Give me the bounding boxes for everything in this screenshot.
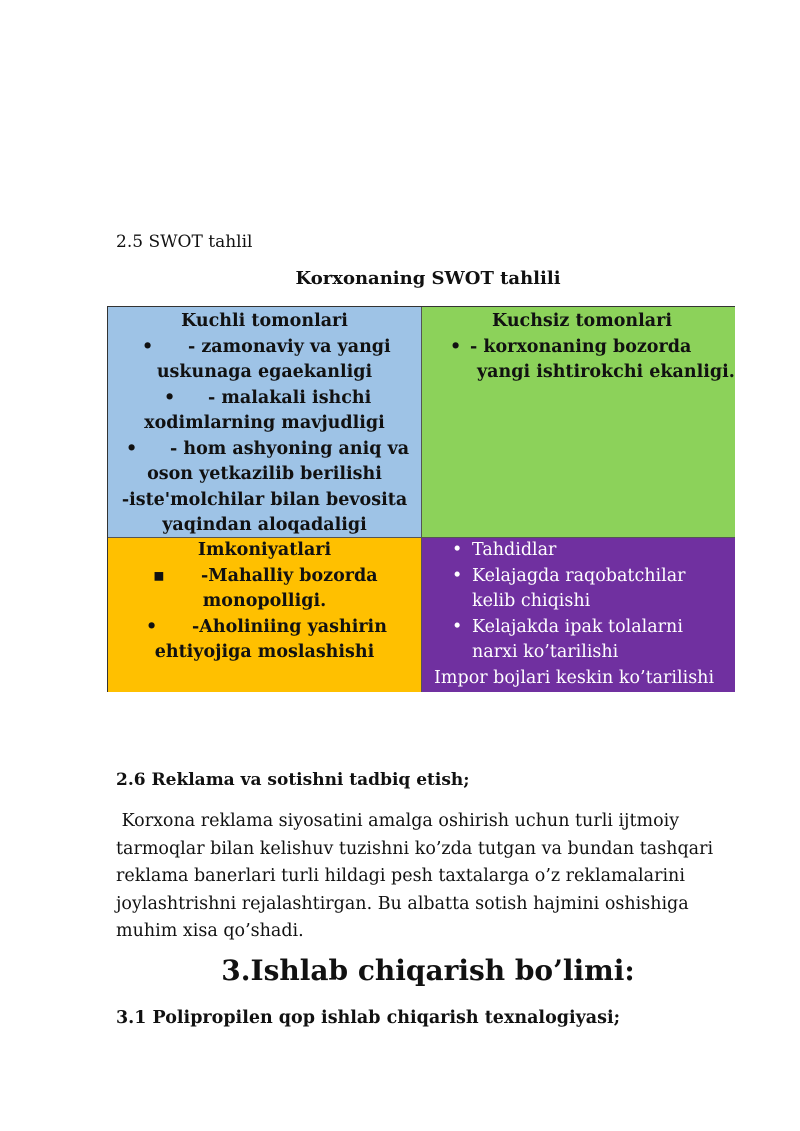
bullet-icon: • xyxy=(126,438,138,459)
section-heading-3-1: 3.1 Polipropilen qop ishlab chiqarish texnalogiyasi; xyxy=(116,1008,621,1028)
strength-line: - hom ashyoning aniq va xyxy=(170,438,410,459)
opportunity-line: -Mahalliy bozorda xyxy=(201,565,378,586)
swot-table-title: Korxonaning SWOT tahlili xyxy=(295,268,561,289)
weakness-line: - korxonaning bozorda xyxy=(470,336,692,357)
strength-line: oson yetkazilib berilishi xyxy=(147,464,382,484)
strength-line: - zamonaviy va yangi xyxy=(188,336,391,357)
opportunities-title: Imkoniyatlari xyxy=(197,540,332,560)
opportunity-line: -Aholiniing yashirin xyxy=(192,616,387,637)
bullet-icon: • xyxy=(450,336,462,357)
bullet-icon: • xyxy=(452,565,463,586)
opportunity-line: ehtiyojiga moslashishi xyxy=(154,642,375,662)
bullet-icon: • xyxy=(142,336,154,357)
threat-item: narxi ko’tarilishi xyxy=(472,642,619,662)
strength-line: xodimlarning mavjudligi xyxy=(144,413,385,433)
threat-item: Kelajagda raqobatchilar xyxy=(472,565,686,586)
swot-table xyxy=(107,306,735,692)
swot-weaknesses-cell xyxy=(422,307,735,538)
bullet-icon: • xyxy=(452,540,463,560)
weaknesses-title: Kuchsiz tomonlari xyxy=(492,311,672,331)
section-heading-2-5: 2.5 SWOT tahlil xyxy=(116,232,253,252)
paragraph-line: tarmoqlar bilan kelishuv tuzishni ko’zda tutgan va bundan tashqari xyxy=(116,838,714,859)
paragraph-line: Korxona reklama siyosatini amalga oshirish uchun turli ijtmoiy xyxy=(116,811,680,831)
body-paragraph xyxy=(116,808,756,946)
swot-threats-cell xyxy=(422,538,735,692)
opportunity-line: monopolligi. xyxy=(202,591,327,611)
threat-footer: Impor bojlari keskin ko’tarilishi xyxy=(434,667,715,688)
strength-line: yaqindan aloqadaligi xyxy=(162,515,367,535)
bullet-icon: • xyxy=(452,616,463,637)
bullet-icon: • xyxy=(146,616,158,637)
strengths-title: Kuchli tomonlari xyxy=(181,311,348,331)
paragraph-line: joylashtrishni rejalashtirgan. Bu albatta sotish hajmini oshishiga xyxy=(116,893,689,914)
paragraph-line: reklama banerlari turli hildagi pesh taxtalarga o’z reklamalarini xyxy=(116,866,685,886)
paragraph-line: muhim xisa qo’shadi. xyxy=(116,921,304,941)
strength-line: -iste'molchilar bilan bevosita xyxy=(121,489,408,510)
swot-opportunities-cell xyxy=(108,538,422,692)
chapter-heading-3: 3.Ishlab chiqarish bo’limi: xyxy=(221,954,635,987)
weakness-line: yangi ishtirokchi ekanligi. xyxy=(477,362,735,382)
bullet-icon: ▪ xyxy=(153,565,165,586)
section-heading-2-6: 2.6 Reklama va sotishni tadbiq etish; xyxy=(116,770,470,790)
strength-line: uskunaga egaekanligi xyxy=(156,362,373,382)
swot-strengths-cell xyxy=(108,307,422,538)
threat-item: Kelajakda ipak tolalarni xyxy=(472,616,683,637)
threat-item: Tahdidlar xyxy=(472,540,557,560)
bullet-icon: • xyxy=(164,387,176,408)
threat-item: kelib chiqishi xyxy=(472,591,591,611)
strength-line: - malakali ishchi xyxy=(208,387,372,408)
